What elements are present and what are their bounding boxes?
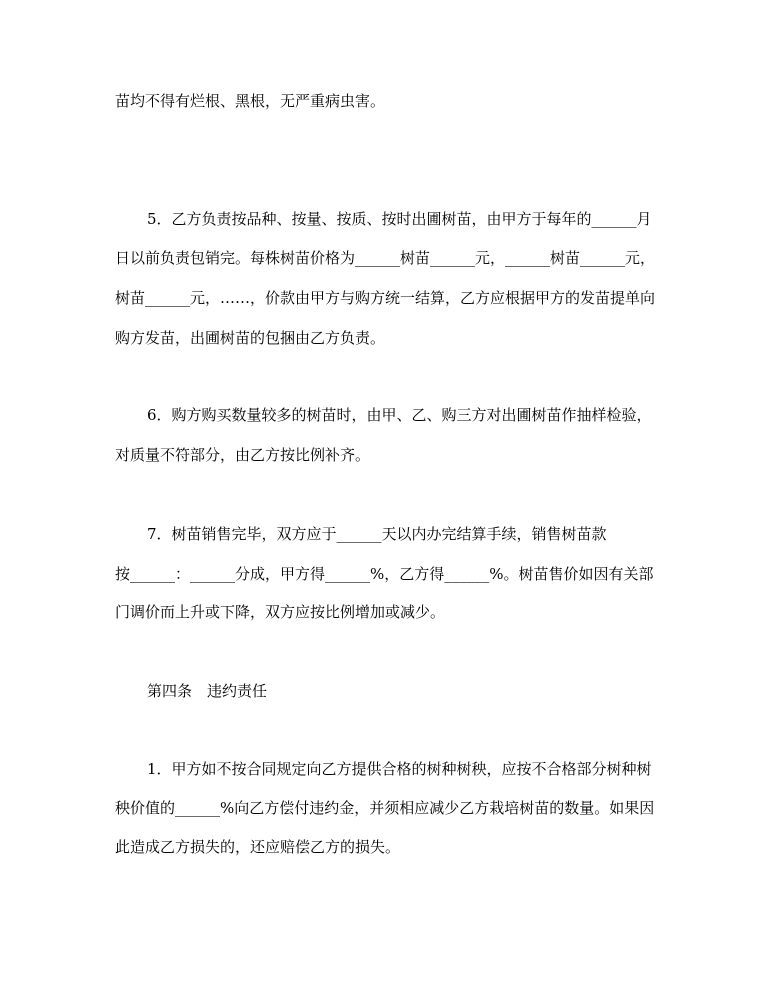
clause-5-line: 5．乙方负责按品种、按量、按质、按时出圃树苗，由甲方于每年的______月 (147, 210, 652, 228)
paragraph-line: 树苗______元，……，价款由甲方与购方统一结算，乙方应根据甲方的发苗提单向 (115, 289, 656, 307)
clause-7-line: 7．树苗销售完毕，双方应于______天以内办完结算手续，销售树苗款 (147, 525, 607, 543)
clause-1-line: 1．甲方如不按合同规定向乙方提供合格的树种树秧，应按不合格部分树种树 (147, 760, 652, 778)
paragraph-line: 按______：______分成，甲方得______%，乙方得______%。树苗售价如因有关部 (115, 565, 654, 583)
paragraph-line: 门调价而上升或下降，双方应按比例增加或减少。 (115, 603, 446, 621)
paragraph-line: 对质量不符部分，由乙方按比例补齐。 (115, 446, 371, 464)
paragraph-line: 购方发苗，出圃树苗的包捆由乙方负责。 (115, 329, 386, 347)
paragraph-line: 此造成乙方损失的，还应赔偿乙方的损失。 (115, 838, 401, 856)
paragraph-line: 秧价值的______%向乙方偿付违约金，并须相应减少乙方栽培树苗的数量。如果因 (115, 799, 655, 817)
clause-6-line: 6．购方购买数量较多的树苗时，由甲、乙、购三方对出圃树苗作抽样检验， (147, 406, 652, 424)
section-heading: 第四条 违约责任 (147, 682, 268, 700)
paragraph-line: 苗均不得有烂根、黑根，无严重病虫害。 (115, 92, 386, 110)
paragraph-line: 日以前负责包销完。每株树苗价格为______树苗______元，______树苗______元， (115, 249, 656, 267)
